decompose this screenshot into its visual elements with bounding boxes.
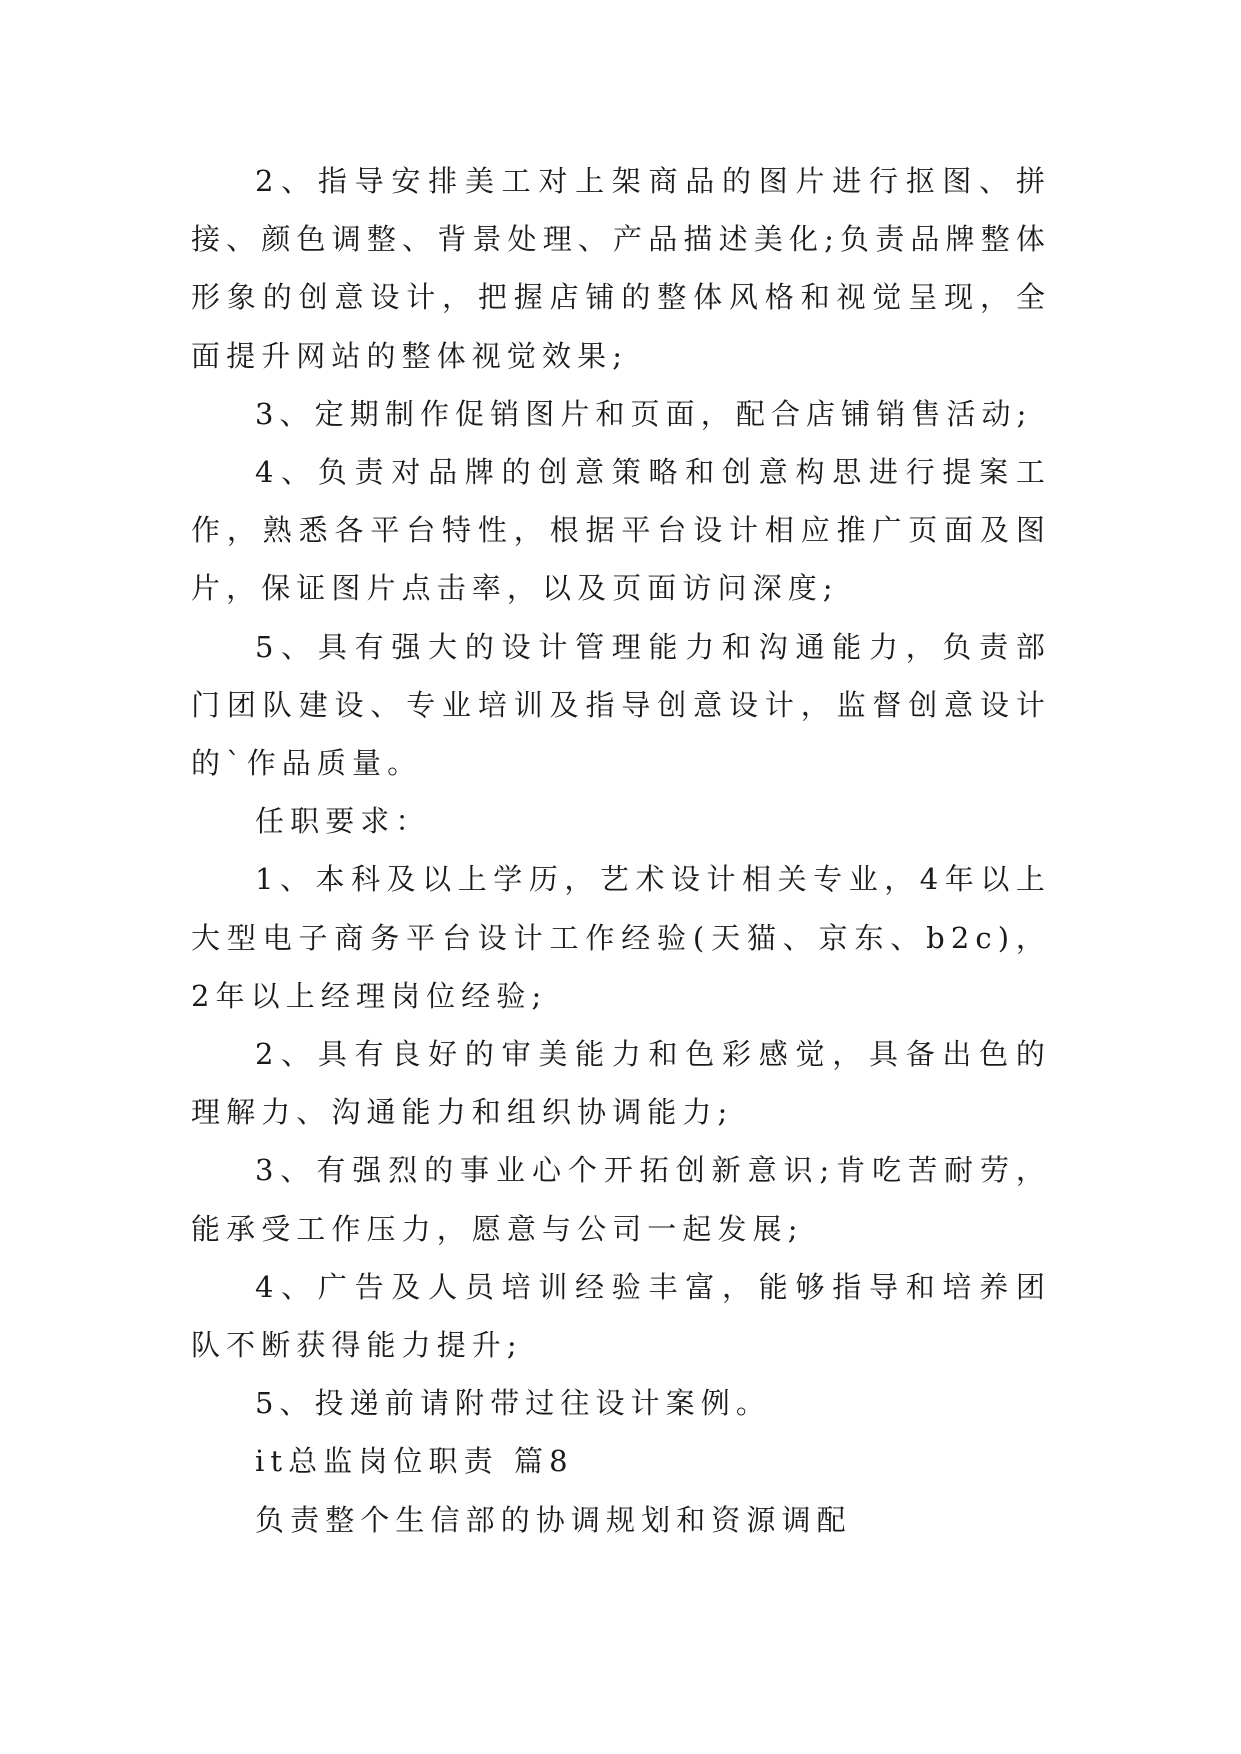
paragraph-requirement-3: 3、有强烈的事业心个开拓创新意识;肯吃苦耐劳，能承受工作压力，愿意与公司一起发展; [191,1153,1051,1246]
paragraph-design-duties-3: 3、定期制作促销图片和页面，配合店铺销售活动; [255,396,1033,431]
paragraph-requirement-2: 2、具有良好的审美能力和色彩感觉，具备出色的理解力、沟通能力和组织协调能力; [191,1037,1051,1130]
paragraph-requirement-1: 1、本科及以上学历，艺术设计相关专业，4年以上大型电子商务平台设计工作经验(天猫、京东、b2c)，2年以上经理岗位经验; [191,862,1051,1013]
section-heading-requirements: 任职要求： [255,804,431,839]
paragraph-requirement-5: 5、投递前请附带过往设计案例。 [255,1386,771,1421]
paragraph-it-director-duty-1: 负责整个生信部的协调规划和资源调配 [255,1502,852,1537]
paragraph-design-duties-4: 4、负责对品牌的创意策略和创意构思进行提案工作，熟悉各平台特性，根据平台设计相应推广页面及图片，保证图片点击率，以及页面访问深度; [191,455,1051,606]
paragraph-design-duties-2: 2、指导安排美工对上架商品的图片进行抠图、拼接、颜色调整、背景处理、产品描述美化;负责品牌整体形象的创意设计，把握店铺的整体风格和视觉呈现，全面提升网站的整体视觉效果; [191,164,1051,373]
document-page [191,152,1051,1549]
section-title-it-director: it总监岗位职责 篇8 [255,1444,574,1479]
paragraph-design-duties-5: 5、具有强大的设计管理能力和沟通能力，负责部门团队建设、专业培训及指导创意设计，监督创意设计的`作品质量。 [191,629,1051,781]
paragraph-requirement-4: 4、广告及人员培训经验丰富，能够指导和培养团队不断获得能力提升; [191,1269,1051,1363]
